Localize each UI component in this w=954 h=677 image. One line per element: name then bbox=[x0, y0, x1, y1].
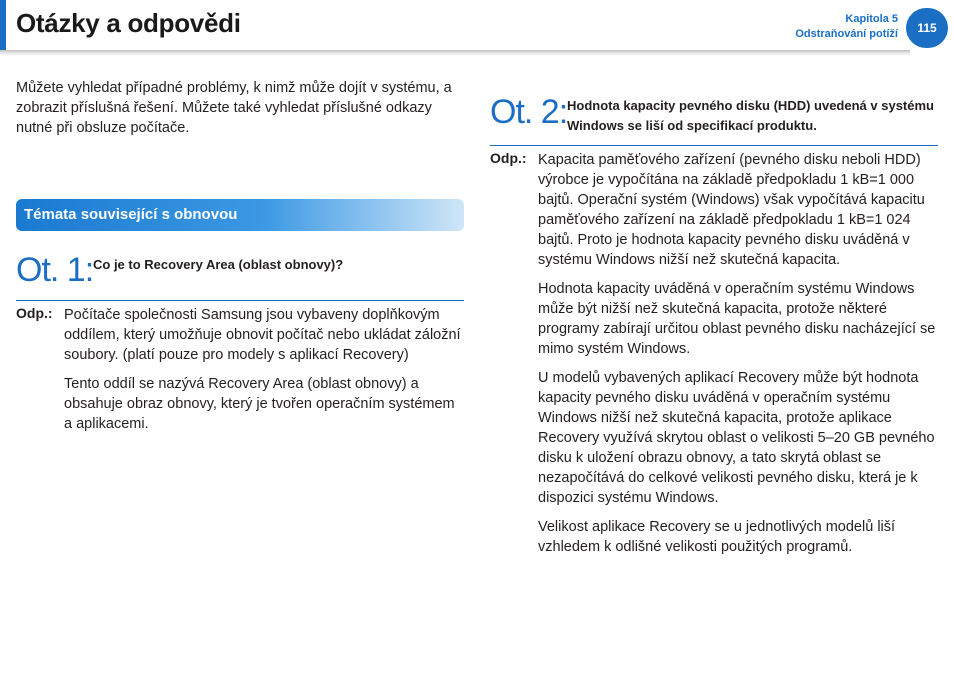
answer-2-paragraph: Hodnota kapacity uváděná v operačním systému Windows může být nižší než skutečná kapacita, protože některé programy zabírají určitou oblast pevného disku nacházející se mimo systém Windows. bbox=[538, 281, 936, 357]
chapter-info bbox=[795, 12, 898, 42]
section-title: Témata související s obnovou bbox=[24, 206, 238, 223]
question-1-text: Co je to Recovery Area (oblast obnovy)? bbox=[93, 257, 344, 272]
question-1-label: Ot. 1: bbox=[16, 251, 94, 289]
page-number-badge: 115 bbox=[906, 8, 948, 48]
answer-2-label: Odp.: bbox=[490, 150, 527, 166]
answer-2-body bbox=[538, 150, 940, 566]
answer-2-paragraph: Velikost aplikace Recovery se u jednotlivých modelů liší vzhledem k odlišné velikosti použitých programů. bbox=[538, 519, 896, 555]
header-accent-bar bbox=[0, 0, 6, 52]
chapter-subtitle: Odstraňování potíží bbox=[795, 28, 898, 40]
chapter-label: Kapitola 5 bbox=[845, 13, 898, 25]
answer-1-label: Odp.: bbox=[16, 305, 53, 321]
answer-1-paragraph: Tento oddíl se nazývá Recovery Area (oblast obnovy) a obsahuje obraz obnovy, který je tvořen operačním systémem a aplikacemi. bbox=[64, 376, 455, 432]
header-divider bbox=[0, 50, 910, 56]
page-title: Otázky a odpovědi bbox=[16, 8, 241, 38]
answer-1-body bbox=[64, 305, 464, 443]
question-2-divider bbox=[490, 145, 938, 146]
question-1-divider bbox=[16, 300, 464, 301]
intro-block bbox=[16, 78, 466, 138]
question-2-label: Ot. 2: bbox=[490, 93, 568, 131]
answer-2-paragraph: U modelů vybavených aplikací Recovery může být hodnota kapacity pevného disku uváděná v operačním systému Windows nižší než skutečná kapacita, protože aplikace Recovery využívá skrytou oblast o velikosti 5–20 GB pevného disku k uložení obrazu obnovy, a tato skrytá oblast se nezapočítává do celkové velikosti pevného disku, která je k dispozici systému Windows. bbox=[538, 370, 935, 506]
question-2-text: Hodnota kapacity pevného disku (HDD) uvedená v systému Windows se liší od specifikací produktu. bbox=[567, 98, 934, 133]
answer-2-paragraph: Kapacita paměťového zařízení (pevného disku neboli HDD) výrobce je vypočítána na základě předpokladu 1 kB=1 000 bajtů. Operační systém (Windows) však vypočítává kapacitu paměťového zařízení na základě předpokladu 1 kB=1 024 bajtů. Proto je hodnota kapacity pevného disku uváděná v systému Windows nižší než skutečná kapacita. bbox=[538, 152, 925, 268]
answer-1-paragraph: Počítače společnosti Samsung jsou vybaveny doplňkovým oddílem, který umožňuje obnovit počítač nebo ukládat záložní soubory. (platí pouze pro modely s aplikací Recovery) bbox=[64, 307, 461, 363]
question-1 bbox=[16, 250, 464, 290]
intro-text: Můžete vyhledat případné problémy, k nimž může dojít v systému, a zobrazit příslušná řešení. Můžete také vyhledat příslušné odkazy nutné při obsluze počítače. bbox=[16, 80, 452, 136]
section-heading-bar bbox=[16, 199, 464, 231]
